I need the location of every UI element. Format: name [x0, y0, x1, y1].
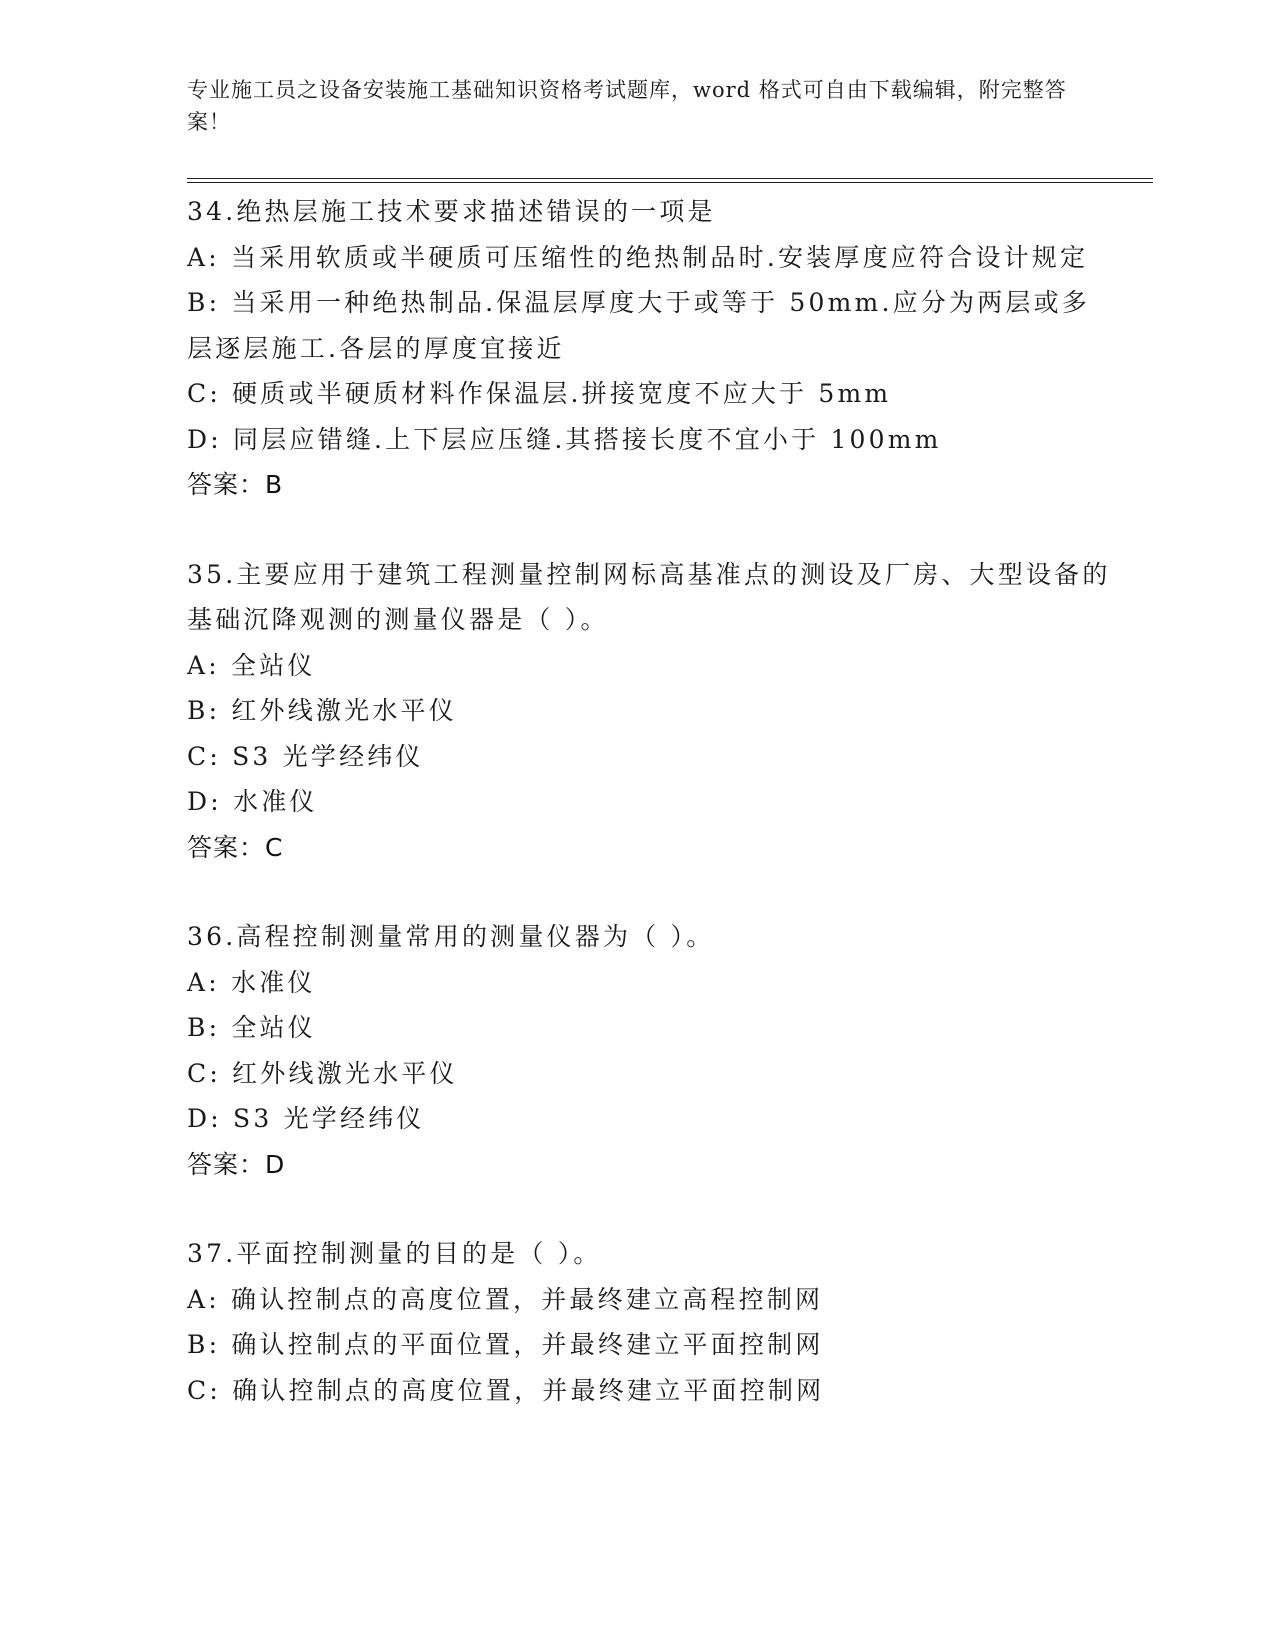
header-divider-top — [187, 178, 1153, 179]
answer-label: 答案：B — [187, 470, 284, 499]
question-stem: 35.主要应用于建筑工程测量控制网标高基准点的测设及厂房、大型设备的基础沉降观测的测量仪器是（ ）。 — [187, 559, 1111, 634]
question-37 — [187, 1231, 1117, 1413]
option-c: C: 硬质或半硬质材料作保温层.拼接宽度不应大于 5mm — [187, 379, 892, 408]
question-stem: 34.绝热层施工技术要求描述错误的一项是 — [187, 197, 716, 226]
option-d: D: 同层应错缝.上下层应压缝.其搭接长度不宜小于 100mm — [187, 424, 942, 454]
question-list — [187, 189, 1117, 1457]
option-a: A: 全站仪 — [187, 650, 316, 680]
question-36 — [187, 914, 1117, 1187]
question-35 — [187, 552, 1117, 871]
option-b: B: 全站仪 — [187, 1013, 316, 1042]
option-b: B: 红外线激光水平仪 — [187, 696, 457, 725]
document-header: 专业施工员之设备安装施工基础知识资格考试题库，word 格式可自由下载编辑，附完整答案！ — [187, 78, 1067, 134]
answer-label: 答案：D — [187, 1149, 286, 1179]
question-stem: 36.高程控制测量常用的测量仪器为（ ）。 — [187, 922, 715, 951]
option-a: A: 当采用软质或半硬质可压缩性的绝热制品时.安装厚度应符合设计规定 — [187, 242, 1089, 272]
question-34 — [187, 189, 1117, 508]
option-a: A: 水准仪 — [187, 967, 316, 997]
option-c: C: 红外线激光水平仪 — [187, 1058, 458, 1088]
question-stem: 37.平面控制测量的目的是（ ）。 — [187, 1239, 602, 1268]
option-b: B: 确认控制点的平面位置，并最终建立平面控制网 — [187, 1330, 824, 1359]
option-b: B: 当采用一种绝热制品.保温层厚度大于或等于 50mm.应分为两层或多层逐层施工.各层的厚度宜接近 — [187, 288, 1091, 363]
option-a: A: 确认控制点的高度位置，并最终建立高程控制网 — [187, 1284, 824, 1314]
option-c: C: 确认控制点的高度位置，并最终建立平面控制网 — [187, 1375, 825, 1405]
option-c: C: S3 光学经纬仪 — [187, 741, 424, 771]
option-d: D: S3 光学经纬仪 — [187, 1104, 425, 1133]
answer-label: 答案：C — [187, 832, 284, 862]
header-divider-bottom — [187, 182, 1153, 183]
option-d: D: 水准仪 — [187, 787, 318, 816]
